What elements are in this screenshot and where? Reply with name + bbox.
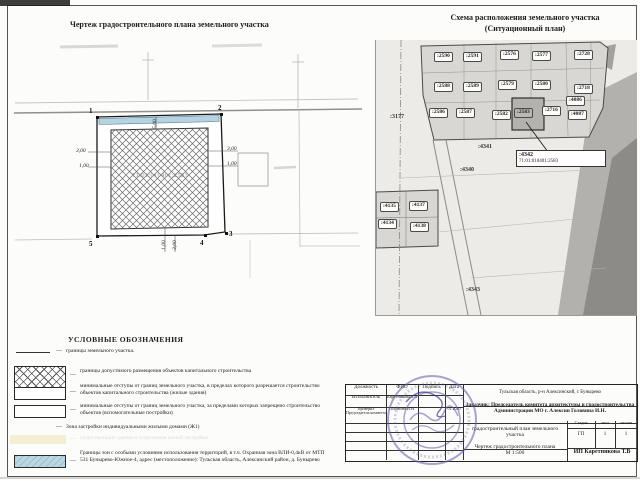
legend-item-zone-zh1: Зона застройки индивидуальными жилыми домами (Ж1) <box>66 424 200 430</box>
corner-point-number: 1 <box>89 107 93 115</box>
parcel-label: :2577 <box>532 51 551 61</box>
tb-stage-label: Стадия <box>567 421 596 429</box>
title-block <box>345 384 638 462</box>
parcel-label: :4138 <box>410 222 429 232</box>
map-title-line1: Схема расположения земельного участка <box>450 13 600 22</box>
parcel-label: :4086 <box>566 96 585 106</box>
tb-sheets-value: 1 <box>615 428 637 449</box>
tb-sheet-label: лист <box>595 421 616 429</box>
tb-scale: М 1:500 <box>505 450 525 457</box>
parcel-label: :2591 <box>463 52 482 62</box>
tb-drawing-name <box>463 444 568 461</box>
tb-sheets-label: листов <box>615 421 637 429</box>
legend-dash: — <box>56 348 62 354</box>
left-drawing-title: Чертеж градостроительного плана земельного участка <box>70 20 269 29</box>
corner-point-number: 2 <box>218 104 222 112</box>
legend-heading: УСЛОВНЫЕ ОБОЗНАЧЕНИЯ <box>68 335 184 344</box>
parcel-label: :2718 <box>574 84 593 94</box>
parcel-label: :2716 <box>542 106 561 116</box>
parcel-label: :2588 <box>434 82 453 92</box>
legend-item-min-setbacks-allowed: минимальные отступы от границ земельного участка, в пределах которого разрешается строительство объектов капитального строительства (жилые здания) <box>80 383 320 396</box>
corner-point-number: 5 <box>89 240 93 248</box>
tb-customer: Заказчик: Председатель комитета архитектуры и градостроительства Администрации МО г. Алексин Головина И.Н. <box>463 401 637 424</box>
corner-point-dot <box>204 234 207 237</box>
tb-address: Тульская область, р-н Алексинский, с Бунырево <box>463 385 637 407</box>
legend-dash: — <box>70 407 76 413</box>
corner-point-dot <box>220 113 223 116</box>
legend-swatch-boundary-line <box>16 352 50 353</box>
tb-doc-name: градостроительный план земельного участка <box>463 421 568 450</box>
dimension-label: 5,00 <box>151 119 158 129</box>
tb-checker-name: Головина И.Н. <box>386 407 419 424</box>
tb-col-name: ФИО <box>386 385 419 396</box>
dimension-label: 1,00 <box>79 163 89 169</box>
legend-item-protected-zone: Границы зон с особыми условиями использования территорий, в т.ч. Охранная зона ВЛИ-0,4кВ от МТП 531 Бунырево-Южное-4, адрес (местоположение): Тульская область, Алексинский район, д. Бунырево <box>80 450 325 463</box>
parcel-label: :4340 <box>460 167 474 173</box>
legend-dash: — <box>70 372 76 378</box>
callout-parcel-number: :4342 <box>519 152 533 158</box>
map-title-line2: (Ситуационный план) <box>484 24 566 33</box>
parcel-label: :4135 <box>380 202 399 212</box>
parcel-label: :4087 <box>568 110 587 120</box>
legend-dash: — <box>70 436 76 442</box>
tb-sheet-value: 1 <box>595 428 616 449</box>
dimension-label: 3,00 <box>76 148 86 154</box>
tb-executor-name: Каретникова Т.В <box>386 395 419 408</box>
legend-swatch-setback-forbidden <box>14 405 66 418</box>
selected-parcel-callout <box>516 150 606 167</box>
parcel-cadastral-number: 71:01:010401:2583 <box>131 172 189 179</box>
legend-swatch-setback-allowed <box>14 387 66 400</box>
legend-item-buildable-area: границы допустимого размещения объектов капитального строительства <box>80 368 252 374</box>
situation-map <box>375 40 637 316</box>
parcel-label: :2583 <box>514 108 533 118</box>
parcel-label: :4137 <box>409 201 428 211</box>
dimension-label: 1,00 <box>227 161 237 167</box>
corner-point-dot <box>96 116 99 119</box>
tb-col-date: Дата <box>445 385 464 396</box>
parcel-label: :2576 <box>500 50 519 60</box>
tb-empty-cell <box>418 450 446 460</box>
tb-checker-label: Проверил Председатель комитета <box>346 407 387 424</box>
callout-cadastral-number: 71:01:010401:2583 <box>519 158 559 164</box>
corner-point-dot <box>96 235 99 238</box>
parcel-label: :4134 <box>378 219 397 229</box>
parcel-label: :2586 <box>429 108 448 118</box>
corner-point-dot <box>225 232 228 235</box>
tb-organization: ИП Каретникова Т.В <box>573 449 631 455</box>
parcel-label: :2582 <box>492 110 511 120</box>
legend-dash: — <box>70 458 76 464</box>
dimension-label: 1,00 <box>160 240 167 250</box>
legend-item-min-setbacks-forbidden: минимальные отступы от границ земельного участка, за пределами которых запрещено строительство объектов (вспомогательные постройки) <box>80 403 321 416</box>
parcel-label: :3177 <box>390 114 404 120</box>
dimension-label: 3,00 <box>227 146 237 152</box>
tb-checker-date: 01.2020 <box>445 407 464 424</box>
tb-executor-label: Исполнитель <box>346 395 387 408</box>
tb-empty-cell <box>346 450 387 460</box>
corner-point-number: 3 <box>229 230 233 238</box>
tb-stage-value: ГП <box>567 428 596 449</box>
legend-swatch-protected-zone <box>14 455 66 468</box>
tb-drawing-name-text: Чертеж градостроительного плана <box>474 444 556 450</box>
parcel-label: :2589 <box>463 82 482 92</box>
tb-col-sign: Подпись <box>418 385 446 396</box>
dimension-label: 3,00 <box>171 240 178 250</box>
map-parcel-labels <box>376 40 637 315</box>
parcel-label: :2728 <box>574 50 593 60</box>
parcel-label: :2579 <box>498 80 517 90</box>
parcel-label: :2580 <box>532 80 551 90</box>
tb-empty-cell <box>445 450 464 460</box>
parcel-label: :2590 <box>434 52 453 62</box>
legend-item-existing-buildings: существующие здания и сооружения жилой застройки <box>80 435 208 441</box>
parcel-label: :4341 <box>478 144 492 150</box>
parcel-label: :4343 <box>466 287 480 293</box>
legend-item-boundaries: границы земельного участка. <box>66 348 135 354</box>
parcel-label: :2587 <box>456 108 475 118</box>
legend-dash: — <box>70 389 76 395</box>
tb-checker-signature <box>418 407 446 424</box>
legend-swatch-existing <box>10 435 66 444</box>
legend-dash: — <box>56 424 62 430</box>
tb-col-position: Должность <box>346 385 387 396</box>
corner-point-number: 4 <box>200 239 204 247</box>
tb-empty-cell <box>386 450 419 460</box>
